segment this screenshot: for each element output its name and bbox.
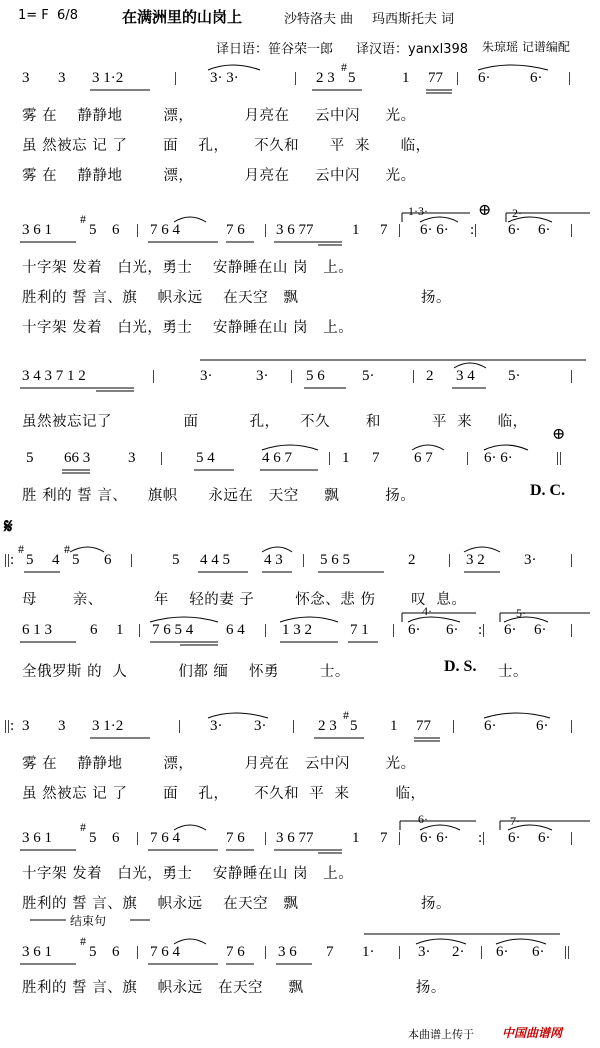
- note: 6·: [496, 944, 509, 960]
- barline: |: [174, 70, 178, 86]
- note: 6·: [538, 830, 551, 846]
- note: 6: [90, 622, 98, 638]
- lyric-line: 虽 然被忘 记 了 面 孔， 不久和 平 来 临，: [22, 138, 431, 154]
- barline: |: [160, 450, 164, 466]
- volta: 4·: [422, 604, 432, 618]
- lyric-line: 胜 利的 誓 言、 旗帜 永远在 天空 飘 扬。: [22, 488, 416, 504]
- sharp-sign: #: [341, 60, 347, 74]
- lyricist: 玛西斯托夫 词: [372, 12, 455, 27]
- note-group: 3 6 1: [22, 830, 52, 846]
- note: 3: [22, 70, 30, 86]
- note: 6: [112, 222, 120, 238]
- translator-jp: 译日语：笹谷荣一郎: [216, 42, 334, 57]
- lyric-line: 母 亲、 年 轻的妻 子 怀念、悲 伤 叹 息。: [22, 592, 467, 608]
- barline: |: [570, 368, 574, 384]
- note: 6·: [504, 622, 517, 638]
- note-group: 3 6 77: [276, 830, 314, 846]
- volta-1: 1·3·: [408, 204, 428, 218]
- note-group: 3 6: [278, 944, 297, 960]
- barline: |: [264, 222, 268, 238]
- note: 5: [72, 552, 80, 568]
- sharp-sign: #: [80, 820, 86, 834]
- barline: |: [138, 622, 142, 638]
- note-group: 3 6 1: [22, 944, 52, 960]
- note-group: 5 4: [196, 450, 215, 466]
- final-barline: ||: [564, 944, 571, 960]
- note-group: 1 3 2: [282, 622, 312, 638]
- sharp-sign: #: [343, 708, 349, 722]
- note-group: 3 4 3 7 1 2: [22, 368, 86, 384]
- repeat-end: :|: [470, 222, 478, 238]
- note-group: 4 3: [264, 552, 283, 568]
- note: 6·: [408, 622, 421, 638]
- note: 5: [89, 830, 97, 846]
- note-group: 3 1·2: [92, 70, 124, 86]
- note: 2: [408, 552, 416, 568]
- lyric-line: 雾 在 静静地 漂， 月亮在 云中闪 光。: [22, 168, 416, 184]
- lyric-line: 雾 在 静静地 漂， 月亮在 云中闪 光。: [22, 108, 416, 124]
- note: 5: [26, 552, 34, 568]
- sharp-sign: #: [18, 542, 24, 556]
- note: 3·: [256, 368, 269, 384]
- note: 6·: [484, 718, 497, 734]
- note: 6·: [508, 222, 521, 238]
- note-group: 5 6: [306, 368, 325, 384]
- note: 3·: [200, 368, 213, 384]
- note-group: 7 6 4: [150, 830, 180, 846]
- note-group: 4 6 7: [262, 450, 292, 466]
- barline: |: [152, 368, 156, 384]
- barline: |: [302, 552, 306, 568]
- translator-cn: 译汉语：yanxl398: [356, 42, 469, 57]
- volta: 5·: [516, 606, 526, 620]
- note: 6: [112, 944, 120, 960]
- note: 1: [116, 622, 124, 638]
- note: 5: [89, 222, 97, 238]
- note-group: 7 6: [226, 944, 245, 960]
- note: 7: [372, 450, 380, 466]
- note-group: 6 4: [226, 622, 245, 638]
- final-barline: ||: [556, 450, 563, 466]
- note-group: 7 6 4: [150, 222, 180, 238]
- note: 3·: [254, 718, 267, 734]
- note: 5: [348, 70, 356, 86]
- note: 1: [390, 718, 398, 734]
- note-group: 7 6: [226, 222, 245, 238]
- barline: |: [264, 830, 268, 846]
- arranger: 朱琼瑶 记谱编配: [482, 40, 570, 54]
- note: 1: [352, 222, 360, 238]
- note: 3·: [418, 944, 431, 960]
- volta: 6·: [418, 812, 428, 826]
- barline: |: [412, 368, 416, 384]
- note-group: 7 6 5 4: [152, 622, 194, 638]
- ending-label: 结束句: [70, 914, 107, 928]
- barline: |: [264, 622, 268, 638]
- note: 6·: [538, 222, 551, 238]
- note: 6·: [446, 622, 459, 638]
- barline: |: [136, 944, 140, 960]
- barline: |: [456, 70, 460, 86]
- note: 7: [326, 944, 334, 960]
- repeat-end: :|: [478, 622, 486, 638]
- volta: 7·: [510, 814, 520, 828]
- site-logo[interactable]: 中国曲谱网: [502, 1026, 563, 1040]
- note: 1·: [362, 944, 375, 960]
- sharp-sign: #: [80, 934, 86, 948]
- note-group: 3 6 77: [276, 222, 314, 238]
- note: 2: [426, 368, 434, 384]
- barline: |: [570, 718, 574, 734]
- lyric-line: 虽然被忘记了 面 孔， 不久 和 平 来 临，: [22, 414, 528, 430]
- sharp-sign: #: [80, 212, 86, 226]
- lyric-line: 虽 然被忘 记 了 面 孔， 不久和 平 来 临，: [22, 786, 426, 802]
- key-signature: 1= F 6/8: [18, 8, 78, 23]
- barline: |: [480, 944, 484, 960]
- barline: |: [392, 622, 396, 638]
- note-group: 7 6: [226, 830, 245, 846]
- repeat-end: :|: [478, 830, 486, 846]
- lyric-line: 十字架 发着 白光，勇士 安静睡在山 岗 上。: [22, 260, 354, 276]
- barline: |: [264, 944, 268, 960]
- barline: |: [452, 718, 456, 734]
- note-group: 6· 6·: [484, 450, 513, 466]
- note-group: 3· 3·: [210, 70, 239, 86]
- lyric-line: 胜利的 誓 言、旗 帜永远 在天空 飘 扬。: [22, 896, 452, 912]
- note: 3: [58, 718, 66, 734]
- barline: |: [570, 222, 574, 238]
- lyric-tail: 士。: [498, 664, 528, 680]
- note: 6·: [536, 718, 549, 734]
- note: 5·: [362, 368, 375, 384]
- note: 4: [52, 552, 60, 568]
- barline: |: [398, 222, 402, 238]
- note-group: 3 1·2: [92, 718, 124, 734]
- note: 1: [342, 450, 350, 466]
- note: 3·: [524, 552, 537, 568]
- barline: |: [328, 450, 332, 466]
- note: 5·: [508, 368, 521, 384]
- barline: |: [570, 622, 574, 638]
- note-group: 66 3: [64, 450, 91, 466]
- note: 1: [402, 70, 410, 86]
- repeat-start: ||:: [4, 552, 15, 568]
- note: 5: [172, 552, 180, 568]
- barline: |: [398, 944, 402, 960]
- note: 5: [26, 450, 34, 466]
- lyric-line: 胜利的 誓 言、旗 帜永远 在天空 飘 扬。: [22, 980, 446, 996]
- footer-uploaded: 本曲谱上传于: [408, 1028, 474, 1041]
- coda-sign: ⊕: [552, 426, 566, 443]
- barline: |: [568, 70, 572, 86]
- note-group: 7 6 4: [150, 944, 180, 960]
- note-group: 7 1: [350, 622, 369, 638]
- barline: |: [294, 70, 298, 86]
- note-group: 3 4: [456, 368, 475, 384]
- note-group: 6· 6·: [420, 222, 449, 238]
- note-group: 77: [416, 718, 431, 734]
- barline: |: [448, 552, 452, 568]
- note-group: 4 4 5: [200, 552, 230, 568]
- repeat-start: ||:: [4, 718, 15, 734]
- note: 6·: [508, 830, 521, 846]
- note: 6: [112, 830, 120, 846]
- lyric-line: 全俄罗斯 的 人 们都 缅 怀勇 士。: [22, 664, 350, 680]
- song-title: 在满洲里的山岗上: [122, 8, 243, 26]
- note-group: 2 3: [318, 718, 337, 734]
- dc-mark: D. C.: [530, 482, 566, 499]
- note: 6: [104, 552, 112, 568]
- barline: |: [292, 718, 296, 734]
- note: 6·: [534, 622, 547, 638]
- note: 1: [352, 830, 360, 846]
- barline: |: [178, 718, 182, 734]
- composer: 沙特洛夫 曲: [284, 12, 354, 27]
- barline: |: [290, 368, 294, 384]
- note-group: 5 6 5: [320, 552, 350, 568]
- barline: |: [136, 830, 140, 846]
- note: 7: [380, 830, 388, 846]
- barline: |: [130, 552, 134, 568]
- note: 5: [89, 944, 97, 960]
- lyric-line: 胜利的 誓 言、旗 帜永远 在天空 飘 扬。: [22, 290, 452, 306]
- note: 5: [350, 718, 358, 734]
- note-group: 6 7: [414, 450, 433, 466]
- note-group: 77: [428, 70, 443, 86]
- note-group: 6 1 3: [22, 622, 52, 638]
- lyric-line: 十字架 发着 白光，勇士 安静睡在山 岗 上。: [22, 320, 354, 336]
- note-group: 6· 6·: [420, 830, 449, 846]
- volta-2: 2·: [512, 206, 522, 220]
- note-group: 2 3: [316, 70, 335, 86]
- note: 3: [58, 70, 66, 86]
- lyric-line: 十字架 发着 白光，勇士 安静睡在山 岗 上。: [22, 866, 354, 882]
- note: 3·: [210, 718, 223, 734]
- barline: |: [136, 222, 140, 238]
- note: 2·: [452, 944, 465, 960]
- note: 3: [128, 450, 136, 466]
- barline: |: [570, 830, 574, 846]
- note: 6·: [478, 70, 491, 86]
- note-group: 3 6 1: [22, 222, 52, 238]
- coda-sign: ⊕: [478, 202, 492, 219]
- note: 7: [380, 222, 388, 238]
- barline: |: [570, 552, 574, 568]
- note: 6·: [530, 70, 543, 86]
- note: 6·: [532, 944, 545, 960]
- note-group: 3 2: [466, 552, 485, 568]
- segno-sign: 𝄋: [4, 516, 13, 538]
- note: 3: [22, 718, 30, 734]
- ds-mark: D. S.: [444, 658, 477, 675]
- barline: |: [466, 450, 470, 466]
- barline: |: [398, 830, 402, 846]
- sharp-sign: #: [64, 542, 70, 556]
- lyric-line: 雾 在 静静地 漂， 月亮在 云中闪 光。: [22, 756, 416, 772]
